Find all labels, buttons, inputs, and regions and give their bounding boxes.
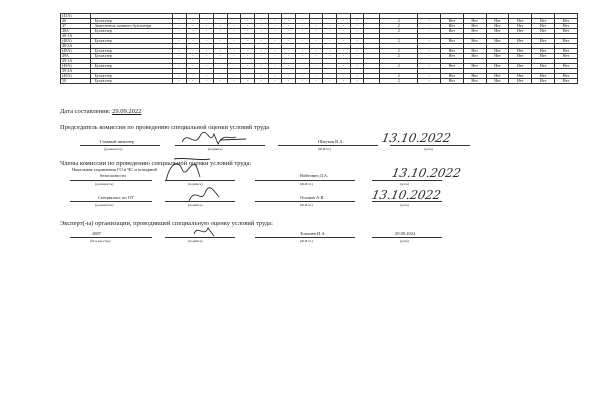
class-extra-cell: - <box>418 74 441 79</box>
factor-cell: - <box>323 74 337 79</box>
position-cell: Бухгалтер <box>90 39 172 44</box>
factor-cell: - <box>200 39 214 44</box>
result-cell: Нет <box>463 79 486 84</box>
result-cell: Нет <box>509 64 532 69</box>
result-cell: Нет <box>440 74 463 79</box>
factor-cell: - <box>172 29 186 34</box>
factor-cell: - <box>200 19 214 24</box>
caption-signature: (подпись) <box>188 182 203 186</box>
factor-cell: - <box>186 19 200 24</box>
factor-cell: - <box>241 79 255 84</box>
member2-position: Специалист по ОТ <box>98 195 134 200</box>
factor-cell: - <box>254 19 268 24</box>
factor-cell: - <box>186 39 200 44</box>
factor-cell: - <box>213 74 227 79</box>
result-cell: Нет <box>440 39 463 44</box>
result-cell: Нет <box>486 29 509 34</box>
caption-date: (дата) <box>400 182 409 186</box>
factor-cell: - <box>172 79 186 84</box>
factor-cell: - <box>254 79 268 84</box>
class-extra-cell: - <box>418 39 441 44</box>
factor-cell: - <box>309 29 323 34</box>
factor-cell: - <box>282 74 296 79</box>
result-cell: Нет <box>509 74 532 79</box>
result-cell: Нет <box>463 24 486 29</box>
factor-cell: - <box>172 49 186 54</box>
factor-cell: - <box>337 64 351 69</box>
class-cell: 2 <box>380 64 418 69</box>
caption-reg-no: (№ в реестре) <box>90 239 111 243</box>
factor-cell: - <box>323 29 337 34</box>
result-cell: Нет <box>440 49 463 54</box>
factor-cell: - <box>268 19 282 24</box>
factor-cell: - <box>309 49 323 54</box>
factor-cell: - <box>337 24 351 29</box>
class-cell: 2 <box>380 39 418 44</box>
chairman-position-line <box>80 145 160 146</box>
factor-cell: - <box>200 54 214 59</box>
result-cell: Нет <box>509 54 532 59</box>
member1-position-line2: безопасности <box>100 173 126 178</box>
result-cell: Нет <box>486 74 509 79</box>
result-cell: Нет <box>532 49 555 54</box>
result-cell: Нет <box>532 29 555 34</box>
member2-name-line <box>255 201 355 202</box>
result-cell: Нет <box>486 24 509 29</box>
expert-reg-no: 2887 <box>92 231 101 236</box>
factor-cell: - <box>254 24 268 29</box>
result-cell: Нет <box>463 64 486 69</box>
factor-cell: - <box>227 19 241 24</box>
row-number-cell: (48А) <box>61 49 91 54</box>
result-cell: Нет <box>486 64 509 69</box>
factor-cell: - <box>282 54 296 59</box>
result-cell: Нет <box>554 49 577 54</box>
expert-date-line <box>372 237 442 238</box>
result-cell: Нет <box>440 24 463 29</box>
class-extra-cell: - <box>418 54 441 59</box>
result-cell: Нет <box>532 54 555 59</box>
factor-cell: - <box>227 79 241 84</box>
factor-cell: - <box>186 29 200 34</box>
result-cell: Нет <box>509 19 532 24</box>
factor-cell: - <box>350 39 364 44</box>
caption-position: (должность) <box>104 147 123 151</box>
result-cell: Нет <box>509 24 532 29</box>
factor-cell: - <box>200 79 214 84</box>
row-number-cell: 49-1А <box>61 59 91 64</box>
chairman-name-line <box>278 145 378 146</box>
factor-cell: - <box>268 29 282 34</box>
factor-cell: - <box>241 74 255 79</box>
member1-date-line <box>372 180 442 181</box>
date-compiled-label: Дата составления: <box>60 108 111 115</box>
result-cell: Нет <box>440 79 463 84</box>
factor-cell: - <box>296 74 310 79</box>
result-cell: Нет <box>463 39 486 44</box>
factor-cell: - <box>213 64 227 69</box>
caption-position: (должность) <box>95 203 114 207</box>
factor-cell: - <box>227 39 241 44</box>
expert-heading: Эксперт(-ы) организации, проводившей специальную оценку условий труда: <box>60 220 273 227</box>
date-compiled <box>60 108 141 115</box>
factor-cell: - <box>296 54 310 59</box>
factor-cell: - <box>186 54 200 59</box>
member2-name: Осьмин А.В. <box>300 195 325 200</box>
factor-cell: - <box>213 29 227 34</box>
factor-cell: - <box>254 74 268 79</box>
factor-cell: - <box>296 19 310 24</box>
factor-cell: - <box>309 79 323 84</box>
row-number-cell: 48А <box>61 29 91 34</box>
factor-cell: - <box>337 29 351 34</box>
class-extra-cell: - <box>418 79 441 84</box>
factor-cell: - <box>254 54 268 59</box>
caption-signature: (подпись) <box>188 203 203 207</box>
caption-signature: (подпись) <box>188 239 203 243</box>
result-cell: Нет <box>509 79 532 84</box>
factor-cell: - <box>200 24 214 29</box>
factor-cell: - <box>350 79 364 84</box>
position-cell: Бухгалтер <box>90 19 172 24</box>
factor-cell: - <box>254 39 268 44</box>
factor-cell: - <box>227 54 241 59</box>
factor-cell: - <box>309 19 323 24</box>
row-number-cell: 50 <box>61 79 91 84</box>
chairman-date-handwritten: 13.10.2022 <box>380 131 452 145</box>
factor-cell: - <box>323 79 337 84</box>
class-extra-cell: - <box>418 24 441 29</box>
caption-position: (должность) <box>95 182 114 186</box>
factor-cell: - <box>323 19 337 24</box>
factor-cell: - <box>282 49 296 54</box>
result-cell: Нет <box>440 29 463 34</box>
position-cell: Бухгалтер <box>90 29 172 34</box>
factor-cell: - <box>186 64 200 69</box>
row-number-cell: 46 <box>61 19 91 24</box>
factor-cell: - <box>282 29 296 34</box>
caption-signature: (подпись) <box>208 147 223 151</box>
factor-cell: - <box>323 24 337 29</box>
factor-cell: - <box>350 49 364 54</box>
caption-fio: (Ф.И.О.) <box>318 147 331 151</box>
factor-cell: - <box>254 29 268 34</box>
factor-cell: - <box>337 79 351 84</box>
result-cell: Нет <box>486 39 509 44</box>
caption-fio: (Ф.И.О.) <box>300 182 313 186</box>
factor-cell: - <box>241 39 255 44</box>
result-cell: Нет <box>554 24 577 29</box>
result-cell: Нет <box>554 54 577 59</box>
members-heading: Члены комиссии по проведению специальной оценки условий труда: <box>60 160 252 167</box>
row-number-cell: 47 <box>61 24 91 29</box>
result-cell: Нет <box>554 29 577 34</box>
result-cell: Нет <box>440 64 463 69</box>
class-extra-cell: - <box>418 64 441 69</box>
caption-fio: (Ф.И.О.) <box>300 239 313 243</box>
factor-cell: - <box>200 29 214 34</box>
factor-cell: - <box>186 24 200 29</box>
member1-signature <box>160 155 220 185</box>
chairman-signature <box>180 128 250 150</box>
class-extra-cell: - <box>418 29 441 34</box>
factor-cell: - <box>282 24 296 29</box>
result-cell: Нет <box>554 19 577 24</box>
results-table <box>60 13 578 84</box>
factor-cell: - <box>241 54 255 59</box>
member1-position-line1: Начальник управления ГО и ЧС и пожарной <box>72 167 157 172</box>
factor-cell: - <box>172 74 186 79</box>
factor-cell: - <box>227 29 241 34</box>
factor-cell: - <box>350 24 364 29</box>
position-cell: Бухгалтер <box>90 49 172 54</box>
member2-position-line <box>70 201 152 202</box>
row-number-cell: 49А <box>61 54 91 59</box>
result-cell: Нет <box>486 19 509 24</box>
factor-cell: - <box>186 49 200 54</box>
factor-cell: - <box>200 49 214 54</box>
row-number-cell: 48-1А <box>61 34 91 39</box>
factor-cell: - <box>296 39 310 44</box>
factor-cell: - <box>227 64 241 69</box>
chairman-name: Шмуков В.А. <box>318 139 344 144</box>
row-number-cell: (49А) <box>61 64 91 69</box>
factor-cell: - <box>172 64 186 69</box>
class-cell: 2 <box>380 49 418 54</box>
result-cell: Нет <box>532 39 555 44</box>
result-cell: Нет <box>532 19 555 24</box>
chairman-date-line <box>390 145 470 146</box>
factor-cell: - <box>309 54 323 59</box>
chairman-position: Главный инженер <box>100 139 135 144</box>
factor-cell: - <box>296 64 310 69</box>
member1-date-handwritten: 13.10.2022 <box>390 166 462 180</box>
row-number-cell: (49А) <box>61 74 91 79</box>
factor-cell: - <box>323 54 337 59</box>
position-cell: Бухгалтер <box>90 79 172 84</box>
member1-name-line <box>255 180 355 181</box>
factor-cell: - <box>213 54 227 59</box>
result-cell: Нет <box>486 49 509 54</box>
member1-position-line <box>70 180 152 181</box>
result-cell: Нет <box>509 29 532 34</box>
factor-cell: - <box>309 24 323 29</box>
class-extra-cell: - <box>418 49 441 54</box>
result-cell: Нет <box>440 19 463 24</box>
factor-cell: - <box>296 29 310 34</box>
factor-cell: - <box>227 74 241 79</box>
factor-cell: - <box>350 74 364 79</box>
factor-cell: - <box>282 39 296 44</box>
position-cell: Заместитель главного бухгалтера <box>90 24 172 29</box>
row-number-cell: 48-2А <box>61 44 91 49</box>
position-cell: Бухгалтер <box>90 74 172 79</box>
caption-date: (дата) <box>424 147 433 151</box>
caption-date: (дата) <box>400 203 409 207</box>
factor-cell: - <box>172 39 186 44</box>
result-cell: Нет <box>509 39 532 44</box>
factor-cell: - <box>213 49 227 54</box>
factor-cell: - <box>241 49 255 54</box>
factor-cell: - <box>282 19 296 24</box>
factor-cell: - <box>200 64 214 69</box>
result-cell: Нет <box>463 54 486 59</box>
result-cell: Нет <box>532 74 555 79</box>
position-cell: Бухгалтер <box>90 54 172 59</box>
expert-date: 29.09.2022 <box>395 231 416 236</box>
factor-cell: - <box>241 24 255 29</box>
member2-date-line <box>372 201 442 202</box>
factor-cell: - <box>186 74 200 79</box>
factor-cell: - <box>172 24 186 29</box>
expert-reg-line <box>70 237 152 238</box>
factor-cell: - <box>268 74 282 79</box>
factor-cell: - <box>268 54 282 59</box>
factor-cell: - <box>296 79 310 84</box>
result-cell: Нет <box>554 64 577 69</box>
factor-cell: - <box>309 74 323 79</box>
factor-cell: - <box>241 19 255 24</box>
factor-cell: - <box>227 49 241 54</box>
factor-cell: - <box>268 24 282 29</box>
factor-cell: - <box>337 39 351 44</box>
factor-cell: - <box>172 19 186 24</box>
result-cell: Нет <box>486 79 509 84</box>
result-cell: Нет <box>532 24 555 29</box>
row-number-cell: (45А) <box>61 14 91 19</box>
result-cell: Нет <box>554 79 577 84</box>
factor-cell: - <box>268 79 282 84</box>
factor-cell: - <box>268 39 282 44</box>
factor-cell: - <box>337 49 351 54</box>
factor-cell: - <box>337 74 351 79</box>
factor-cell: - <box>309 39 323 44</box>
result-cell: Нет <box>463 74 486 79</box>
factor-cell: - <box>172 54 186 59</box>
factor-cell: - <box>350 19 364 24</box>
expert-signature <box>190 222 220 240</box>
class-cell: 2 <box>380 54 418 59</box>
factor-cell: - <box>296 24 310 29</box>
factor-cell: - <box>309 64 323 69</box>
factor-cell: - <box>296 49 310 54</box>
factor-cell: - <box>268 49 282 54</box>
class-cell: 2 <box>380 19 418 24</box>
factor-cell: - <box>350 54 364 59</box>
result-cell: Нет <box>554 74 577 79</box>
caption-date: (дата) <box>400 239 409 243</box>
factor-cell: - <box>268 64 282 69</box>
factor-cell: - <box>337 54 351 59</box>
result-cell: Нет <box>463 49 486 54</box>
factor-cell: - <box>350 29 364 34</box>
result-cell: Нет <box>509 49 532 54</box>
chairman-heading: Председатель комиссии по проведению специальной оценки условий труда <box>60 124 270 131</box>
result-cell: Нет <box>532 64 555 69</box>
factor-cell: - <box>241 29 255 34</box>
factor-cell: - <box>213 19 227 24</box>
caption-fio: (Ф.И.О.) <box>300 203 313 207</box>
result-cell: Нет <box>463 29 486 34</box>
factor-cell: - <box>323 64 337 69</box>
factor-cell: - <box>213 24 227 29</box>
factor-cell: - <box>241 64 255 69</box>
result-cell: Нет <box>532 79 555 84</box>
position-cell: Бухгалтер <box>90 64 172 69</box>
factor-cell: - <box>254 49 268 54</box>
result-cell: Нет <box>554 39 577 44</box>
class-cell: 2 <box>380 29 418 34</box>
member2-date-handwritten: 13.10.2022 <box>370 188 442 202</box>
expert-name: Топчиев И.А. <box>300 231 326 236</box>
factor-cell: - <box>350 64 364 69</box>
expert-name-line <box>255 237 355 238</box>
member2-signature <box>185 185 225 205</box>
result-cell: Нет <box>486 54 509 59</box>
member1-name: Войтович Д.А. <box>300 173 329 178</box>
factor-cell: - <box>186 79 200 84</box>
table-row <box>61 79 578 84</box>
result-cell: Нет <box>440 54 463 59</box>
factor-cell: - <box>337 19 351 24</box>
factor-cell: - <box>200 74 214 79</box>
factor-cell: - <box>282 79 296 84</box>
factor-cell: - <box>213 39 227 44</box>
class-cell: 2 <box>380 24 418 29</box>
class-cell: 2 <box>380 79 418 84</box>
factor-cell: - <box>323 49 337 54</box>
factor-cell: - <box>227 24 241 29</box>
spacer-cell <box>364 79 380 84</box>
result-cell: Нет <box>463 19 486 24</box>
factor-cell: - <box>282 64 296 69</box>
factor-cell: - <box>254 64 268 69</box>
factor-cell: - <box>213 79 227 84</box>
factor-cell: - <box>323 39 337 44</box>
class-cell: 2 <box>380 74 418 79</box>
row-number-cell: (48А) <box>61 39 91 44</box>
date-compiled-value: 29.09.2022 <box>112 108 142 115</box>
row-number-cell: 49-2А <box>61 69 91 74</box>
class-extra-cell: - <box>418 19 441 24</box>
